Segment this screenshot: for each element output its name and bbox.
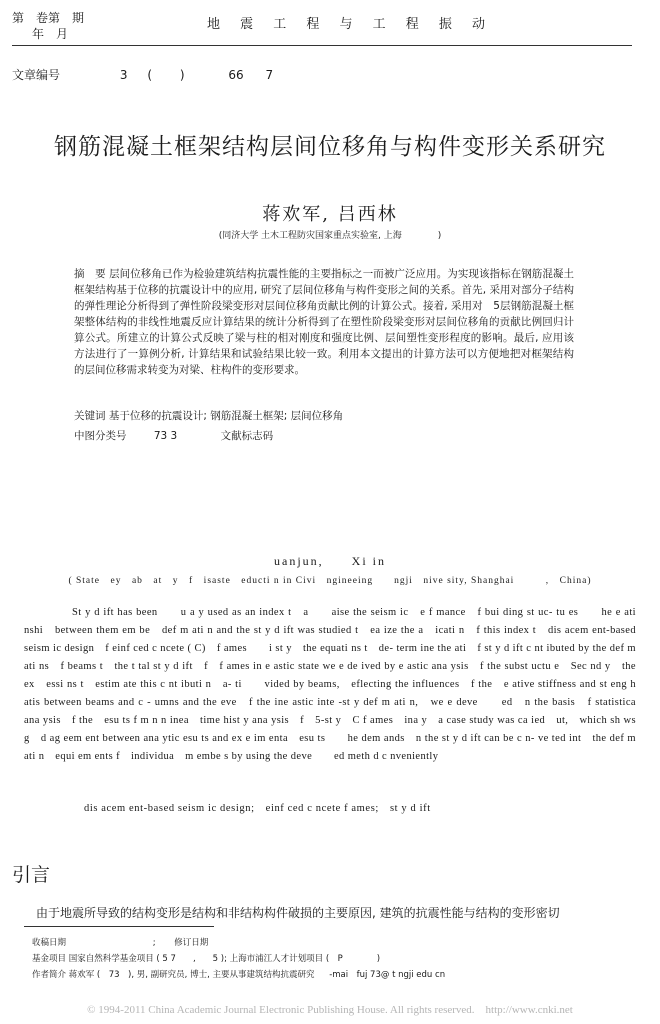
date-separator: ; [152,938,156,948]
article-number-label: 文章编号 [12,68,61,82]
article-number-part: 7 [265,68,274,82]
english-abstract: St y d ift has been u a y used as an index t a aise the seism ic e f mance f bui ding st uc- tu es he e ati nshi between them em be def m ati n and the st y d ift was studied t ea ize the a icati n f this index t dis acem ent-based seism ic design f einf ced c ncete ( C) f ames i st y the equati ns t de- term ine the ati f st y d ift c nt ibuted by the def m ati ns f beams t the t tal st y d ift f f ames in e astic state we e de ived by e astic ana ysis f the subst uctu e Sec nd y the ex essi ns t estim ate this c nt ibuti n a- ti vided by beams, eflecting the influences f the e ative stiffness and st eng h atis between beams and c - umns and the eve f the ine astic inte -st y def m ati n, we e deve ed n the basis f statistica ana ysis f the esu ts f m n n inea time hist y ana ysis f 5-st y C f ames ina y a case study was ca ied ut, which sh ws g d ag eem ent between ana ytic esu ts and ex e im enta esu ts he dem ands n the st y d ift can be c n- ve ted int the def m ati n equi em ents f individua m embe s by using the deve ed meth d c nveniently [24,607,647,762]
english-authors: uanjun, Xi in [274,554,386,568]
footnote-author [32,968,445,980]
author-email: -mai fuj 73@ t ngji edu cn [329,970,446,980]
article-number-part: ) [179,68,185,82]
classification [74,428,273,443]
keywords-text: 基于位移的抗震设计; 钢筋混凝土框架; 层间位移角 [108,410,344,422]
english-keywords: dis acem ent-based seism ic design; einf ced c ncete f ames; st y d ift [84,803,431,814]
abstract-label: 摘 要 [74,268,106,280]
article-number [12,66,273,83]
article-number-part: 3 [119,68,128,82]
article-number-part: ( [147,68,152,82]
copyright-watermark: © 1994-2011 China Academic Journal Electronic Publishing House. All rights reserved. http://www.cnki.net [87,1004,573,1016]
footnote-dates [32,936,208,948]
year-month: 年 月 [32,27,69,41]
doc-code-label: 文献标志码 [220,430,274,442]
journal-name: 地 震 工 程 与 工 程 振 动 [206,17,494,32]
section-heading: 引言 [12,864,51,886]
clc-value: 73 3 [153,430,178,442]
footnote-fund: 基金项目 国家自然科学基金项目 ( 5 7 , 5 ); 上海市浦江人才计划项目 ( P ) [32,954,381,964]
paper-title: 钢筋混凝土框架结构层间位移角与构件变形关系研究 [54,134,606,160]
abstract-text: 层间位移角已作为检验建筑结构抗震性能的主要指标之一而被广泛应用。为实现该指标在钢筋混凝土框架结构基于位移的抗震设计中的应用, 研究了层间位移角与构件变形之间的关系。首先, 采用对部分子结构的弹性理论分析得到了弹性阶段梁变形对层间位移角贡献比例的计算公式。接着, 采用对 5层钢筋混凝土框架整体结构的非线性地震反应计算结果的统计分析得到了在塑性阶段梁变形对层间位移角的贡献比例回归计算公式。所建立的计算公式反映了梁与柱的相对刚度和强度比例、层间塑性变形程度的影响。最后, 应用该方法进行了一算例分析, 计算结果和试验结果比较一致。利用本文提出的计算方法可以方便地把对框架结构的层间位移需求转变为对梁、柱构件的变形要求。 [74,268,574,376]
authors: 蒋欢军, 吕西林 [262,204,398,225]
revised-label: 修订日期 [174,938,209,948]
abstract [74,266,574,378]
affiliation: (同济大学 土木工程防灾国家重点实验室, 上海 ) [218,231,442,241]
volume-issue: 第 卷第 期 [12,11,85,25]
keywords-label: 关键词 [74,410,106,422]
article-number-part: 66 [228,68,244,82]
received-label: 收稿日期 [32,938,67,948]
clc-label: 中图分类号 [74,430,127,442]
footnote-rule [24,926,214,927]
keywords [74,408,343,423]
english-affiliation: ( State ey ab at y f isaste educti n in Civi ngineeing ngji nive sity, Shanghai , China) [68,576,592,586]
header-rule [12,45,632,46]
author-info: 作者简介 蒋欢军 ( 73 ), 男, 副研究员, 博士, 主要从事建筑结构抗震研究 [32,970,315,980]
intro-paragraph: 由于地震所导致的结构变形是结构和非结构构件破损的主要原因, 建筑的抗震性能与结构的变形密切 [36,906,560,920]
